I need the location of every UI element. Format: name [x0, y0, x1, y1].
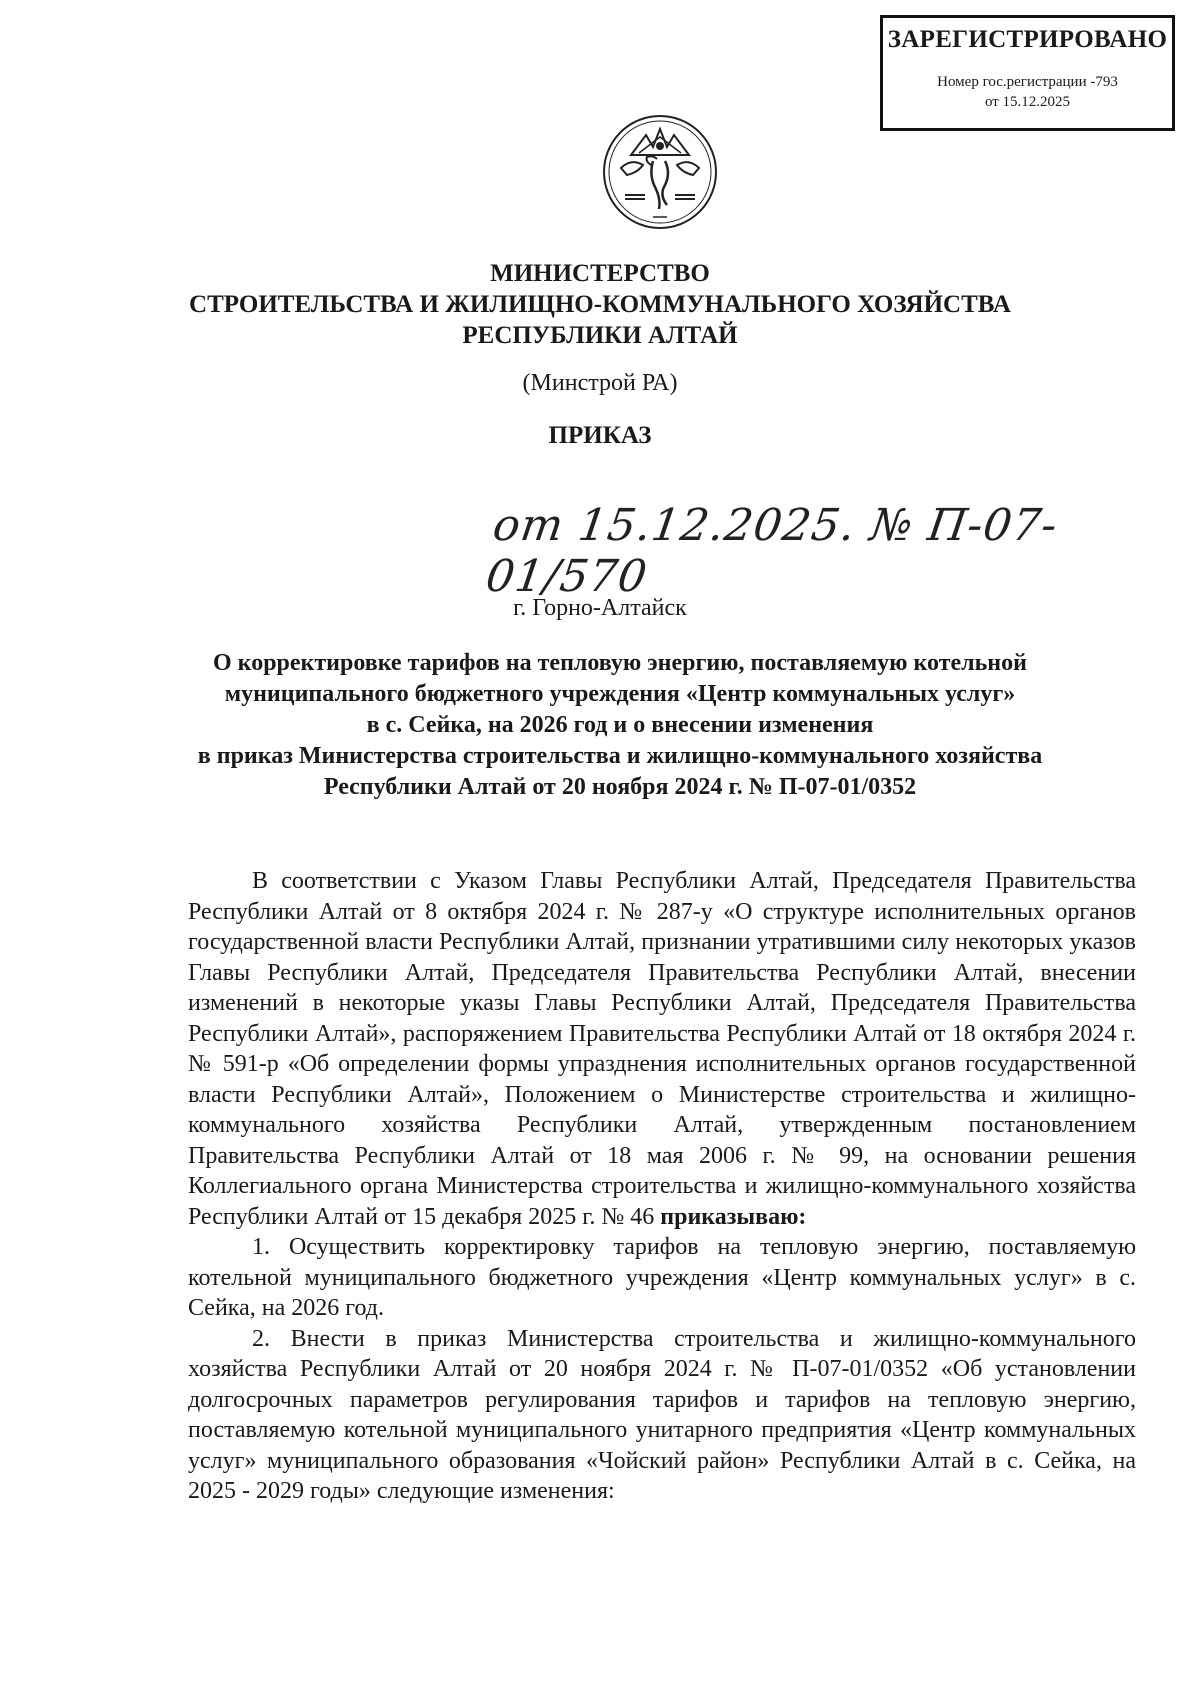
item-2: 2. Внести в приказ Министерства строительства и жилищно-коммунального хозяйства Республики Алтай от 20 ноября 2024 г. № П-07-01/0352 «Об установлении долгосрочных параметров регулирования тарифов и тарифов на тепловую энергию, поставляемую котельной муниципального унитарного предприятия «Центр коммунальных услуг» муниципального образования «Чойский район» Республики Алтай в с. Сейка, на 2025 - 2029 годы» следующие изменения: — [188, 1325, 1136, 1504]
stamp-reg-number: Номер гос.регистрации -793 — [937, 74, 1118, 90]
city: г. Горно-Алтайск — [513, 595, 687, 621]
handwritten-date-number: от 15.12.2025. № П-07-01/570 — [482, 500, 1061, 602]
registration-stamp — [880, 15, 1175, 131]
stamp-title: ЗАРЕГИСТРИРОВАНО — [887, 26, 1168, 53]
order-word: приказываю: — [660, 1203, 807, 1230]
document-type: ПРИКАЗ — [548, 422, 652, 449]
subject-line: в приказ Министерства строительства и жилищно-коммунального хозяйства — [197, 743, 1043, 769]
document-subject — [170, 648, 1070, 803]
subject-line: в с. Сейка, на 2026 год и о внесении изменения — [366, 712, 874, 738]
stamp-reg-date: от 15.12.2025 — [984, 94, 1071, 110]
coat-of-arms-emblem — [601, 113, 719, 231]
subject-line: муниципального бюджетного учреждения «Центр коммунальных услуг» — [224, 681, 1016, 707]
ministry-title-line2: СТРОИТЕЛЬСТВА И ЖИЛИЩНО-КОММУНАЛЬНОГО ХОЗЯЙСТВА — [189, 291, 1011, 318]
ministry-abbreviation: (Минстрой РА) — [522, 370, 678, 396]
item-1: 1. Осуществить корректировку тарифов на тепловую энергию, поставляемую котельной муниципального бюджетного учреждения «Центр коммунальных услуг» в с. Сейка, на 2026 год. — [188, 1234, 1136, 1321]
document-body — [188, 866, 1136, 1507]
subject-line: О корректировке тарифов на тепловую энергию, поставляемую котельной — [213, 650, 1027, 676]
ministry-title-line1: МИНИСТЕРСТВО — [490, 260, 710, 287]
preamble-paragraph — [188, 866, 1136, 1232]
ministry-title-line3: РЕСПУБЛИКИ АЛТАЙ — [462, 322, 738, 349]
subject-line: Республики Алтай от 20 ноября 2024 г. № П-07-01/0352 — [323, 774, 917, 800]
preamble-text: В соответствии с Указом Главы Республики Алтай, Председателя Правительства Республики Алтай от 8 октября 2024 г. № 287-у «О структуре исполнительных органов государственной власти Республики Алтай, признании утратившими силу некоторых указов Главы Республики Алтай, Председателя Правительства Республики Алтай, внесении изменений в некоторые указы Главы Республики Алтай, Председателя Правительства Республики Алтай», распоряжением Правительства Республики Алтай от 18 октября 2024 г. № 591-р «Об определении формы упразднения исполнительных органов государственной власти Республики Алтай», Положением о Министерстве строительства и жилищно-коммунального хозяйства Республики Алтай, утвержденным постановлением Правительства Республики Алтай от 18 мая 2006 г. № 99, на основании решения Коллегиального органа Министерства строительства и жилищно-коммунального хозяйства Республики Алтай от 15 декабря 2025 г. № 46 — [188, 868, 1136, 1230]
